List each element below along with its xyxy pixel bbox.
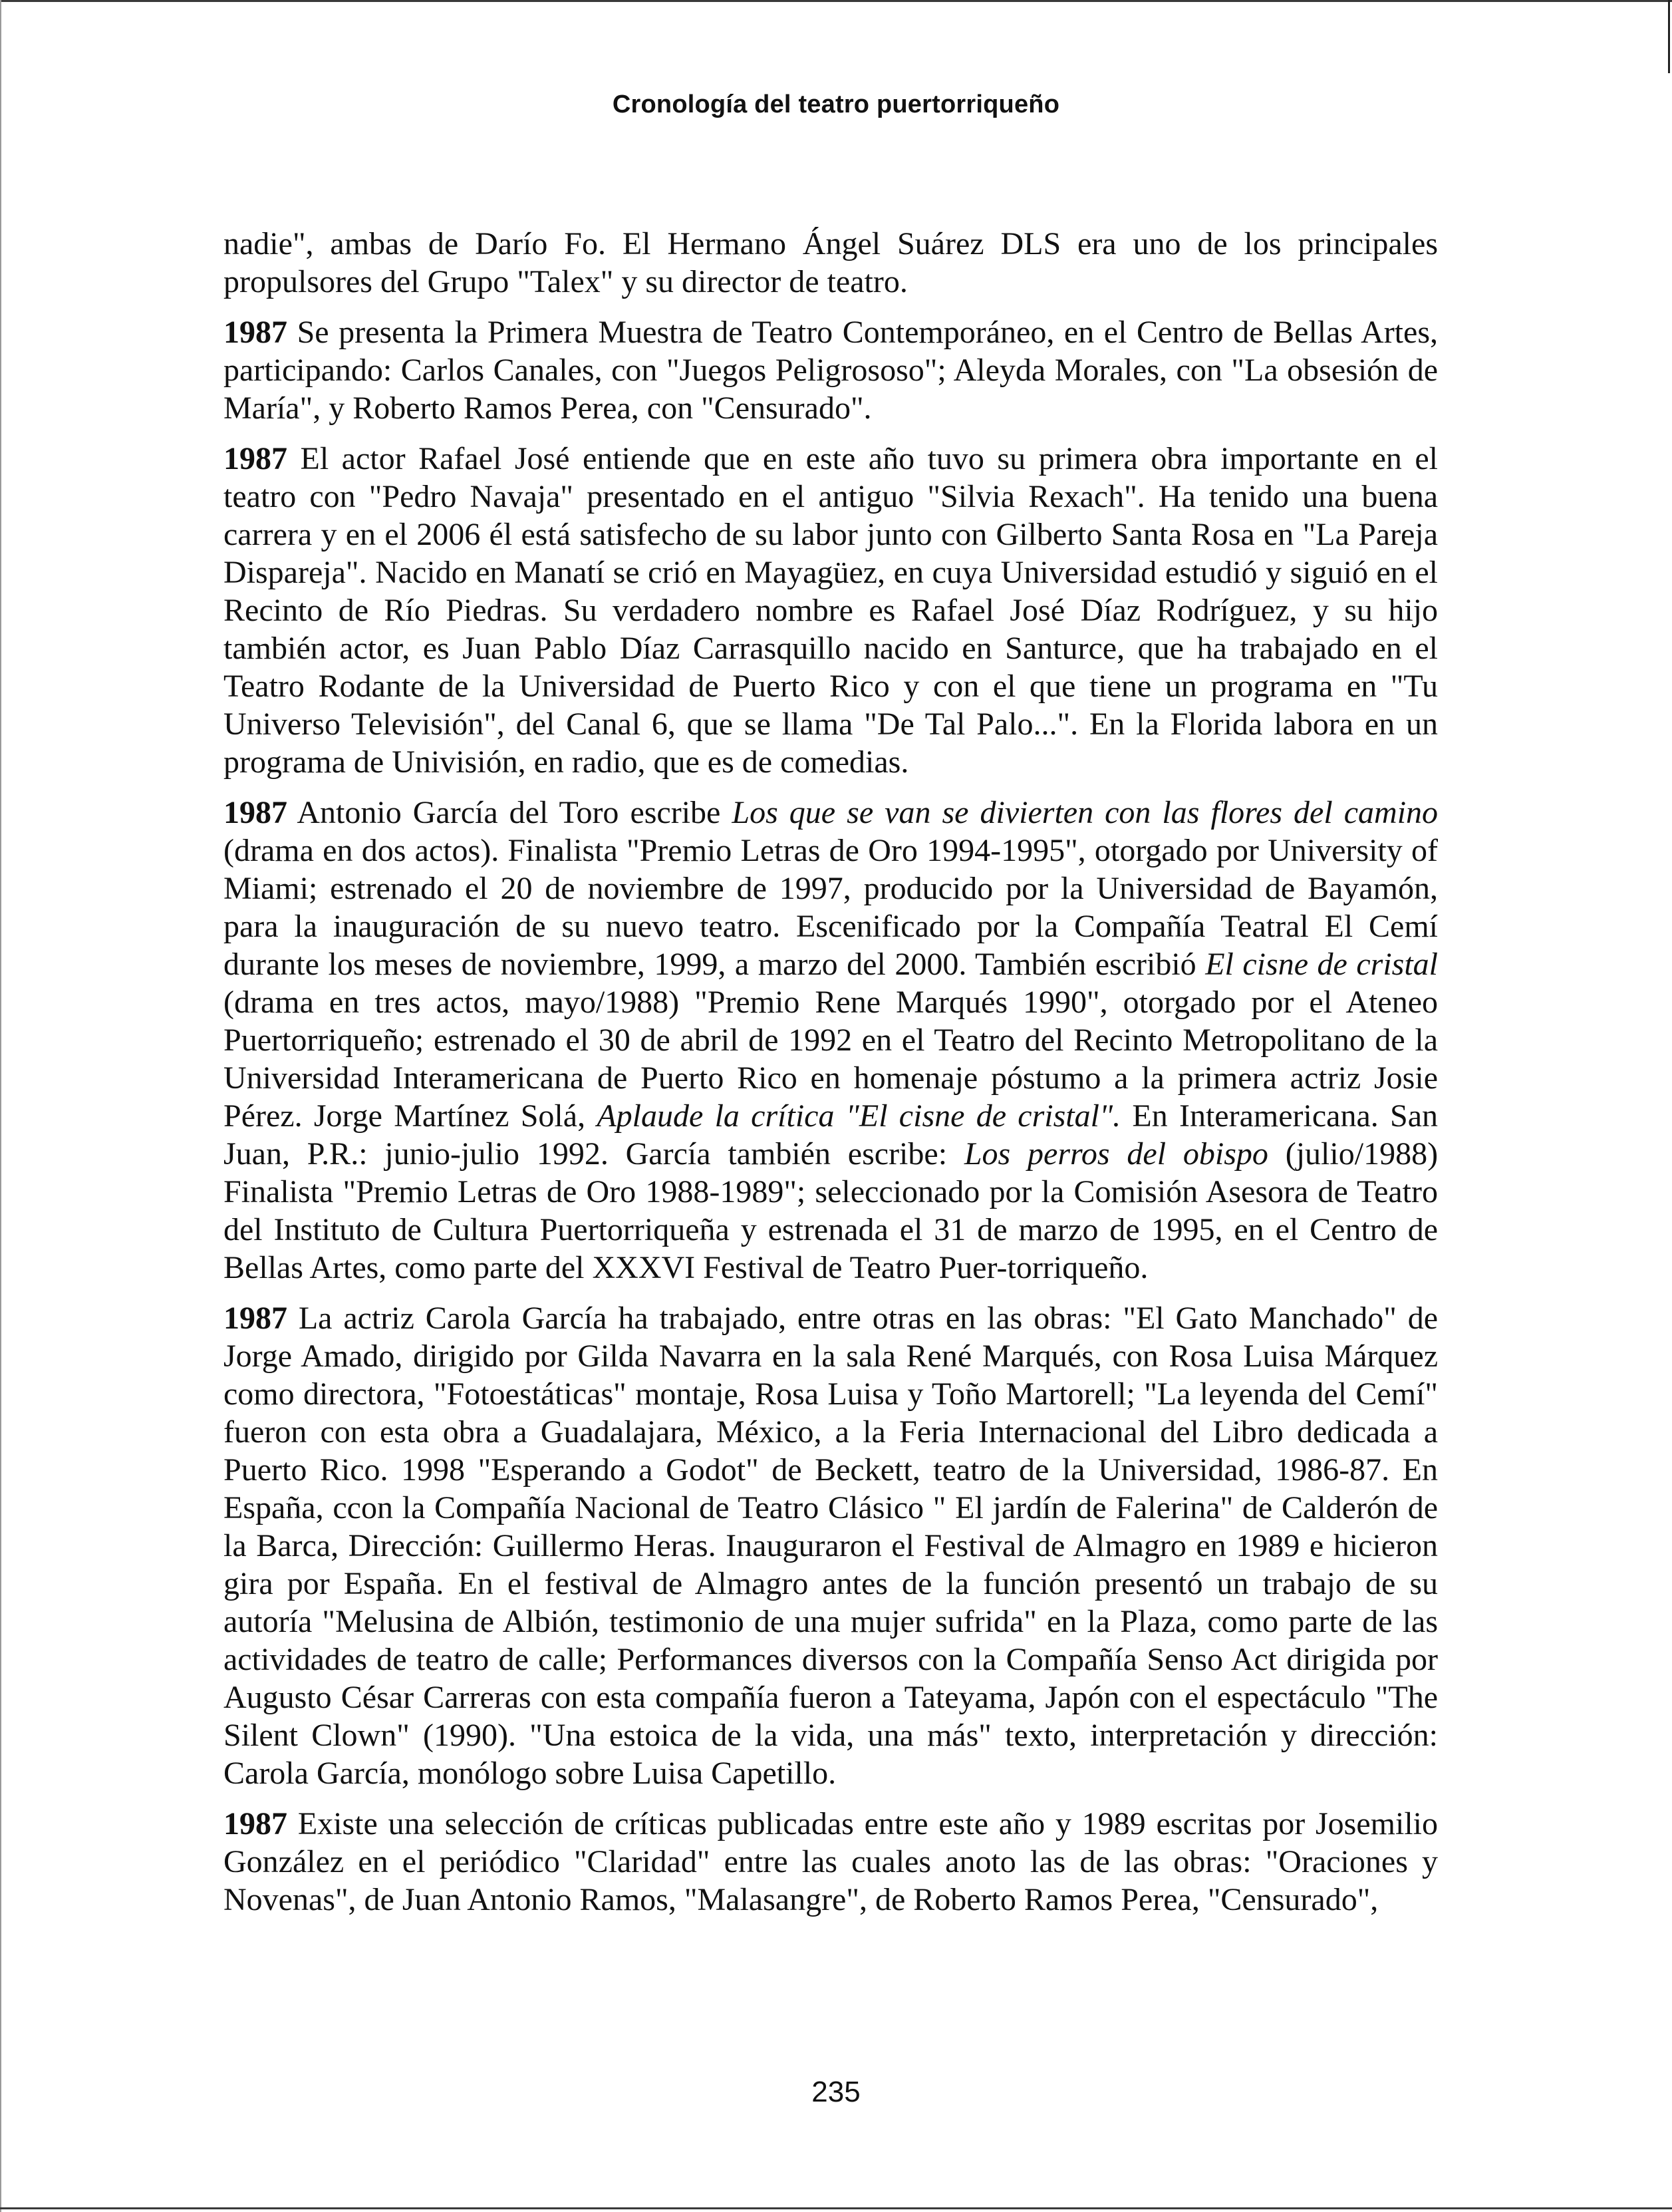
chronology-entry bbox=[223, 794, 1438, 1287]
entry-text: La actriz Carola García ha trabajado, entre otras en las obras: "El Gato Manchado" de Jorge Amado, dirigido por Gilda Navarra en la sala René Marqués, con Rosa Luisa Márquez como directora, "Fotoestáticas" montaje, Rosa Luisa y Toño Martorell; "La leyenda del Cemí" fueron con esta obra a Guadalajara, México, a la Feria Internacional del Libro dedicada a Puerto Rico. 1998 "Esperando a Godot" de Beckett, teatro de la Universidad, 1986-87. En España, ccon la Compañía Nacional de Teatro Clásico " El jardín de Falerina" de Calderón de la Barca, Dirección: Guillermo Heras. Inauguraron el Festival de Almagro en 1989 e hicieron gira por España. En el festival de Almagro antes de la función presentó un trabajo de su autoría "Melusina de Albión, testimonio de una mujer sufrida" en la Plaza, como parte de las actividades de teatro de calle; Performances diversos con la Compañía Senso Act dirigida por Augusto César Carreras con esta compañía fueron a Tateyama, Japón con el espectáculo "The Silent Clown" (1990). "Una estoica de la vida, una más" texto, interpretación y dirección: Carola García, monólogo sobre Luisa Capetillo. bbox=[223, 1301, 1439, 1791]
entry-text: Existe una selección de críticas publicadas entre este año y 1989 escritas por Josemilio González en el periódico "Claridad" entre las cuales anoto las de las obras: "Oraciones y Novenas", de Juan Antonio Ramos, "Malasangre", de Roberto Ramos Perea, "Censurado", bbox=[223, 1806, 1439, 1917]
entry-year: 1987 bbox=[223, 315, 287, 350]
work-title: El cisne de cristal bbox=[1205, 947, 1439, 982]
chronology-entry bbox=[223, 1299, 1438, 1792]
entry-year: 1987 bbox=[223, 1301, 287, 1336]
running-title: Cronología del teatro puertorriqueño bbox=[612, 90, 1060, 118]
entry-text: Se presenta la Primera Muestra de Teatro Contemporáneo, en el Centro de Bellas Artes, participando: Carlos Canales, con "Juegos Peligrososo"; Aleyda Morales, con "La obsesión de María", y Roberto Ramos Perea, con "Censurado". bbox=[223, 315, 1438, 426]
chronology-entry bbox=[223, 313, 1438, 427]
entry-text: El actor Rafael José entiende que en este año tuvo su primera obra importante en el teatro con "Pedro Navaja" presentado en el antiguo "Silvia Rexach". Ha tenido una buena carrera y en el 2006 él está satisfecho de su labor junto con Gilberto Santa Rosa en "La Pareja Dispareja". Nacido en Manatí se crió en Mayagüez, en cuya Universidad estudió y siguió en el Recinto de Río Piedras. Su verdadero nombre es Rafael José Díaz Rodríguez, y su hijo también actor, es Juan Pablo Díaz Carrasquillo nacido en Santurce, que ha trabajado en el Teatro Rodante de la Universidad de Puerto Rico y con el que tiene un programa en "Tu Universo Televisión", del Canal 6, que se llama "De Tal Palo...". En la Florida labora en un programa de Univisión, en radio, que es de comedias. bbox=[223, 441, 1439, 780]
scan-border-top bbox=[0, 0, 1672, 2]
chronology-entry bbox=[223, 1805, 1438, 1919]
work-title: Los que se van se divierten con las flores del camino bbox=[732, 795, 1439, 830]
entry-year: 1987 bbox=[223, 795, 287, 830]
entry-year: 1987 bbox=[223, 441, 287, 476]
scan-border-right bbox=[1668, 0, 1670, 73]
page-number: 235 bbox=[811, 2076, 861, 2108]
work-title: Aplaude la crítica "El cisne de cristal". bbox=[597, 1098, 1121, 1134]
scan-border-left bbox=[0, 0, 1, 2212]
entry-year: 1987 bbox=[223, 1806, 287, 1841]
entry-text: (drama en tres actos, mayo/1988) "Premio Rene Marqués 1990", otorgado por el Ateneo Puertorriqueño; estrenado el 30 de abril de 1992 en el Teatro del Recinto Metropolitano de la Universidad Interamericana de Puerto Rico en homenaje póstumo a la primera actriz Josie Pérez. Jorge Martínez Solá, bbox=[223, 985, 1438, 1134]
scan-border-bottom bbox=[0, 2207, 1672, 2209]
entry-text: En Interamericana. San Juan, P.R.: junio-julio 1992. García también escribe: bbox=[223, 1098, 1439, 1172]
entry-text: (drama en dos actos). Finalista "Premio Letras de Oro 1994-1995", otorgado por University of Miami; estrenado el 20 de noviembre de 1997, producido por la Universidad de Bayamón, para la inauguración de su nuevo teatro. Escenificado por la Compañía Teatral El Cemí durante los meses de noviembre, 1999, a marzo del 2000. También escribió bbox=[223, 833, 1438, 982]
entry-continuation bbox=[223, 225, 1438, 301]
entry-text: nadie", ambas de Darío Fo. El Hermano Ángel Suárez DLS era uno de los principales propulsores del Grupo "Talex" y su director de teatro. bbox=[223, 226, 1438, 299]
work-title: Los perros del obispo bbox=[964, 1136, 1268, 1172]
chronology-entry bbox=[223, 440, 1438, 781]
chronology-body bbox=[223, 225, 1438, 1931]
entry-text: (julio/1988) Finalista "Premio Letras de Oro 1988-1989"; seleccionado por la Comisión Asesora de Teatro del Instituto de Cultura Puertorriqueña y estrenada el 31 de marzo de 1995, en el Centro de Bellas Artes, como parte del XXXVI Festival de Teatro Puer-torriqueño. bbox=[223, 1136, 1439, 1285]
entry-text: Antonio García del Toro escribe bbox=[297, 795, 721, 830]
